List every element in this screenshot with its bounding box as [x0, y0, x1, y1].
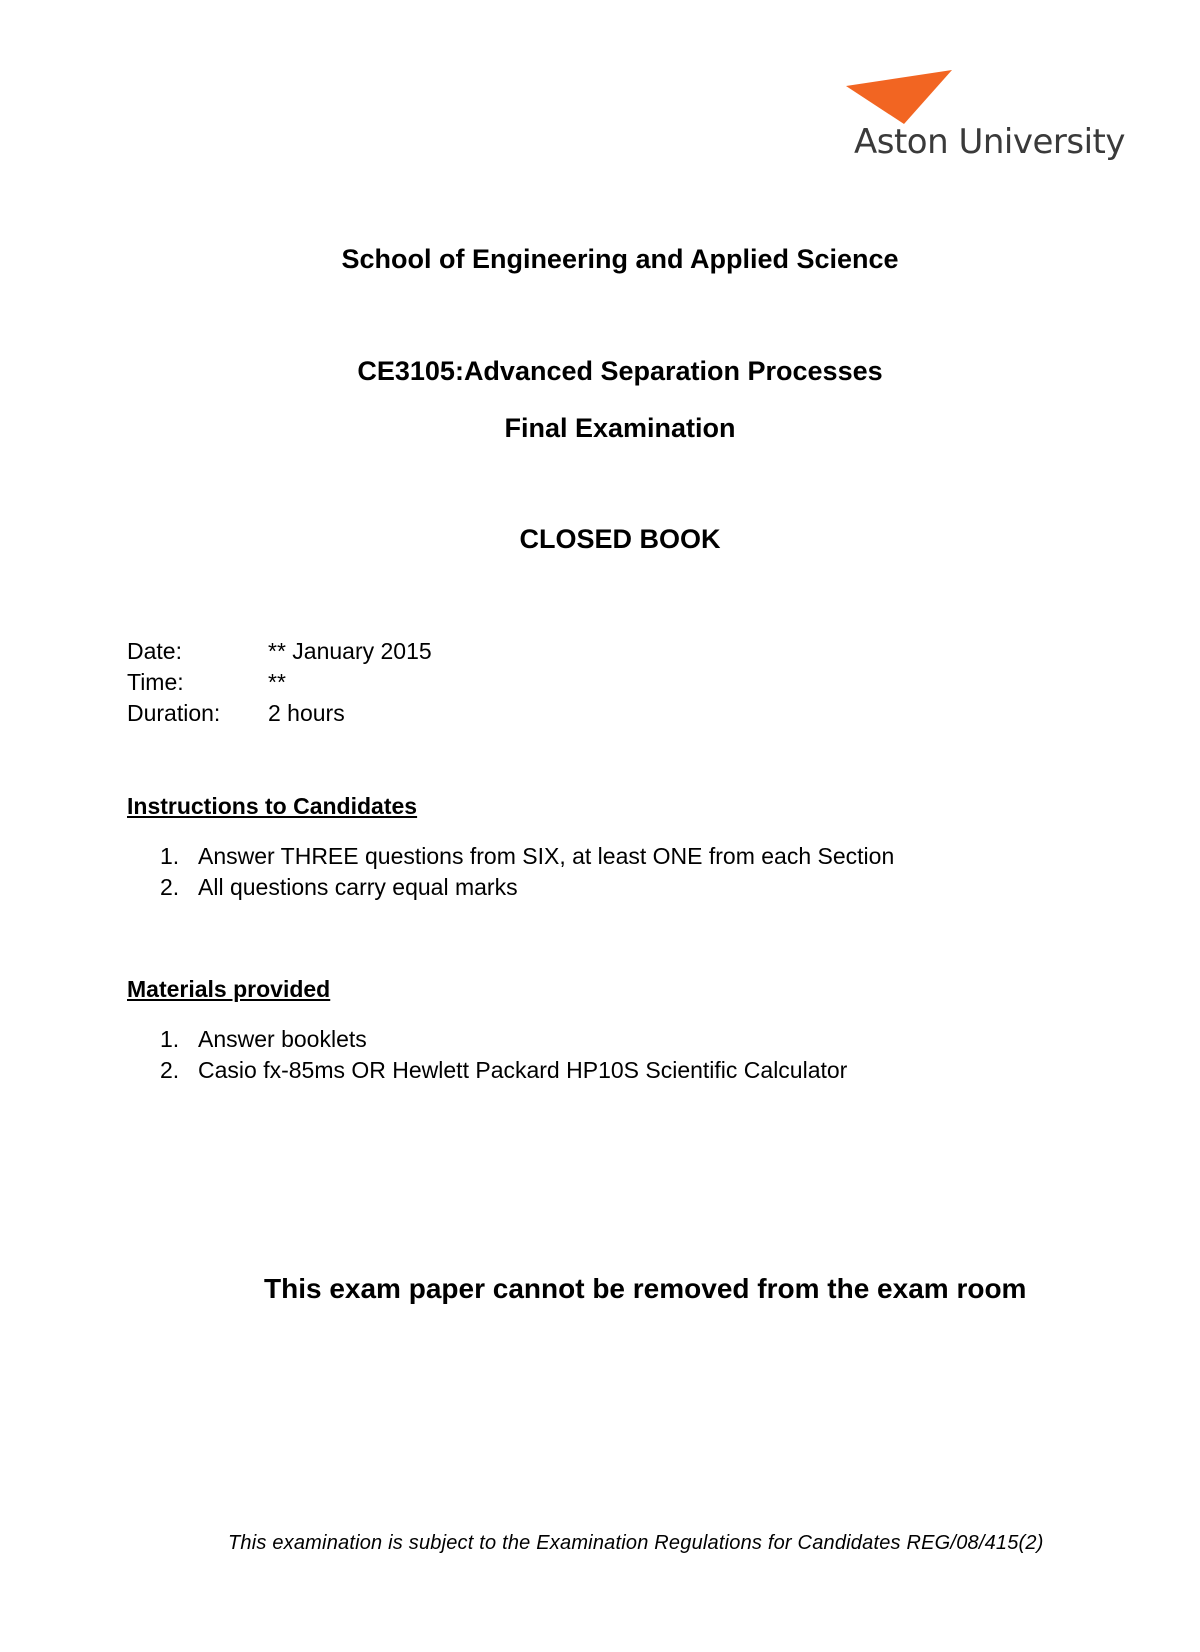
- exam-details: [127, 636, 432, 729]
- list-item: [160, 872, 894, 903]
- detail-label: Date:: [127, 638, 182, 664]
- list-number: 1.: [160, 1026, 180, 1052]
- list-text: Answer booklets: [198, 1026, 367, 1052]
- detail-value: 2 hours: [268, 700, 345, 726]
- logo-text: Aston University: [854, 122, 1125, 162]
- list-text: All questions carry equal marks: [198, 874, 518, 900]
- course-title: CE3105:Advanced Separation Processes: [357, 356, 883, 386]
- list-item: [160, 1055, 847, 1086]
- list-number: 1.: [160, 843, 180, 869]
- detail-label: Time:: [127, 669, 184, 695]
- list-text: Answer THREE questions from SIX, at least ONE from each Section: [198, 843, 895, 869]
- detail-row-date: [127, 636, 432, 667]
- list-item: [160, 1024, 847, 1055]
- logo-triangle-icon: [846, 70, 956, 126]
- list-text: Casio fx-85ms OR Hewlett Packard HP10S Scientific Calculator: [198, 1057, 848, 1083]
- exam-type: Final Examination: [504, 413, 736, 443]
- list-number: 2.: [160, 1057, 180, 1083]
- regulations-footer: This examination is subject to the Examination Regulations for Candidates REG/08/415(2): [228, 1532, 1044, 1554]
- list-item: [160, 841, 894, 872]
- list-number: 2.: [160, 874, 180, 900]
- materials-list: [160, 1024, 847, 1086]
- detail-value: **: [268, 669, 286, 695]
- instructions-list: [160, 841, 894, 903]
- school-title: School of Engineering and Applied Science: [341, 244, 899, 274]
- aston-university-logo: [846, 70, 1125, 170]
- detail-row-duration: [127, 698, 432, 729]
- exam-room-notice: This exam paper cannot be removed from the exam room: [264, 1273, 1027, 1304]
- detail-row-time: [127, 667, 432, 698]
- detail-value: ** January 2015: [268, 638, 432, 664]
- book-policy: CLOSED BOOK: [519, 524, 721, 554]
- materials-heading: Materials provided: [127, 976, 331, 1002]
- instructions-heading: Instructions to Candidates: [127, 793, 418, 819]
- detail-label: Duration:: [127, 700, 221, 726]
